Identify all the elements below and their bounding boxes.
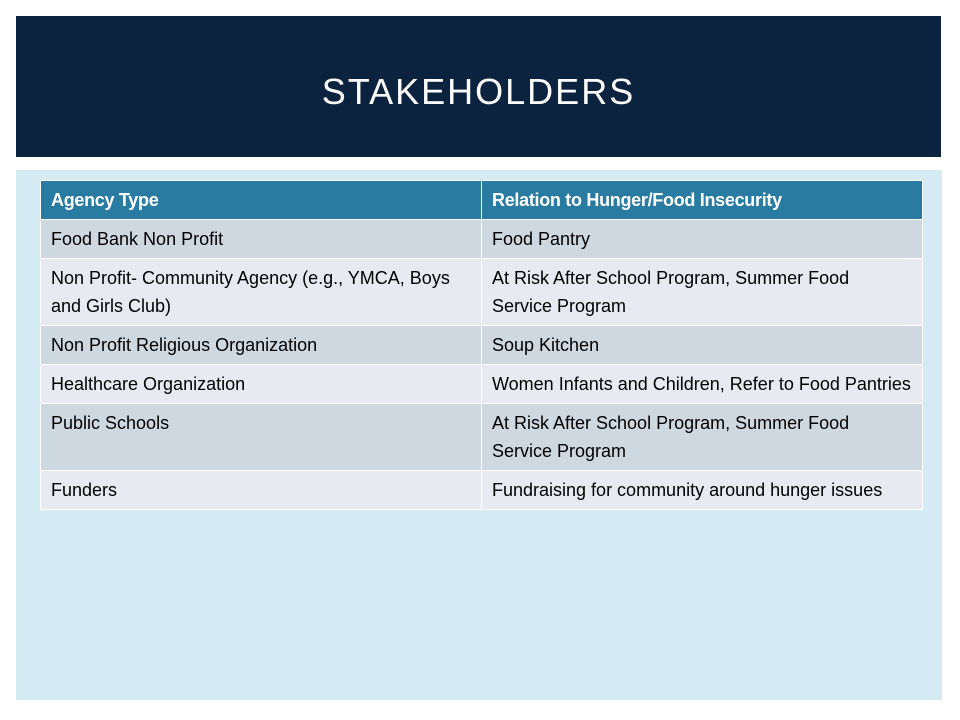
table-row [41,326,923,365]
agency-type-cell: Healthcare Organization [41,365,482,404]
agency-type-cell: Public Schools [41,404,482,471]
agency-type-cell: Non Profit Religious Organization [41,326,482,365]
relation-cell: Food Pantry [482,220,923,259]
agency-type-cell: Funders [41,471,482,510]
agency-type-cell: Non Profit- Community Agency (e.g., YMCA, Boys and Girls Club) [41,259,482,326]
relation-cell: At Risk After School Program, Summer Food Service Program [482,259,923,326]
table-row [41,404,923,471]
title-bar [16,16,941,157]
table-row [41,471,923,510]
relation-cell: Soup Kitchen [482,326,923,365]
table-row [41,259,923,326]
relation-cell: Women Infants and Children, Refer to Food Pantries [482,365,923,404]
table-row [41,220,923,259]
table-header-row [41,181,923,220]
stakeholders-table [40,180,923,510]
header-relation: Relation to Hunger/Food Insecurity [482,181,923,220]
table-row [41,365,923,404]
relation-cell: At Risk After School Program, Summer Food Service Program [482,404,923,471]
header-agency-type: Agency Type [41,181,482,220]
agency-type-cell: Food Bank Non Profit [41,220,482,259]
slide-title: STAKEHOLDERS [321,70,636,112]
relation-cell: Fundraising for community around hunger issues [482,471,923,510]
